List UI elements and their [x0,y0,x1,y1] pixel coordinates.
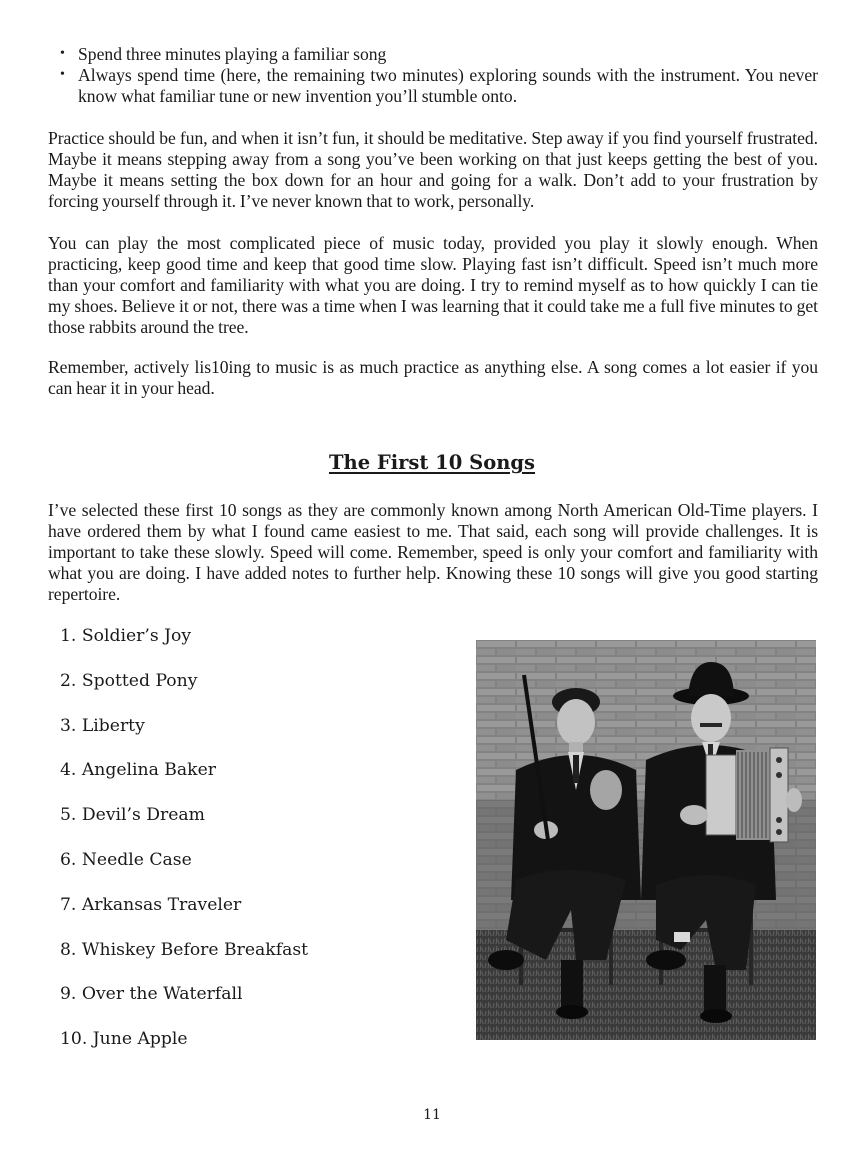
song-item: 7. Arkansas Traveler [60,894,242,915]
practice-tips-list [48,44,818,107]
bullet-icon: • [60,66,65,82]
song-item: 3. Liberty [60,715,145,736]
song-item: 1. Soldier’s Joy [60,626,192,646]
page-number: 11 [423,1107,441,1123]
paragraph-practice-fun: Practice should be fun, and when it isn’t fun, it should be meditative. Step away if you find yourself frustrated. Maybe it means stepping away from a song you’ve been working on that just keeps getting the best of you. Maybe it means setting the box down for an hour and going for a walk. Don’t add to your frustration by forcing yourself through it. I’ve never known that to work, personally. [48,128,818,211]
song-item: 5. Devil’s Dream [60,805,205,826]
song-item: 2. Spotted Pony [60,670,198,691]
musicians-photo-illustration [476,640,816,1040]
song-list [60,624,308,1072]
bullet-item [48,65,818,107]
bullet-text: Spend three minutes playing a familiar song [78,44,387,64]
bullet-item [48,44,818,65]
song-item: 10. June Apple [60,1029,188,1050]
section-heading [0,450,864,476]
song-item: 4. Angelina Baker [60,760,216,781]
song-item: 8. Whiskey Before Breakfast [60,939,309,960]
musicians-photo [476,640,816,1040]
song-item: 6. Needle Case [60,849,192,870]
section-intro: I’ve selected these first 10 songs as they are commonly known among North American Old-Time players. I have ordered them by what I found came easiest to me. That said, each song will provide challenges. It is important to take these slowly. Speed will come. Remember, speed is only your comfort and familiarity with what you are doing. I have added notes to further help. Knowing these 10 songs will give you good starting repertoire. [48,500,818,604]
bullet-text: Always spend time (here, the remaining two minutes) exploring sounds with the instrument. You never know what familiar tune or new invention you’ll stumble onto. [78,64,818,106]
paragraph-listening: Remember, actively lis10ing to music is as much practice as anything else. A song comes a lot easier if you can hear it in your head. [48,357,818,398]
bullet-icon: • [60,46,65,61]
paragraph-play-slowly: You can play the most complicated piece of music today, provided you play it slowly enough. When practicing, keep good time and keep that good time slow. Playing fast isn’t difficult. Speed isn’t much more than your comfort and familiarity with what you are doing. I try to remind myself as to how quickly I can tie my shoes. Believe it or not, there was a time when I was learning that it could take me a full five minutes to get those rabbits around the tree. [48,233,818,337]
song-item: 9. Over the Waterfall [60,984,243,1005]
section-heading-text: The First 10 Songs [329,451,535,474]
